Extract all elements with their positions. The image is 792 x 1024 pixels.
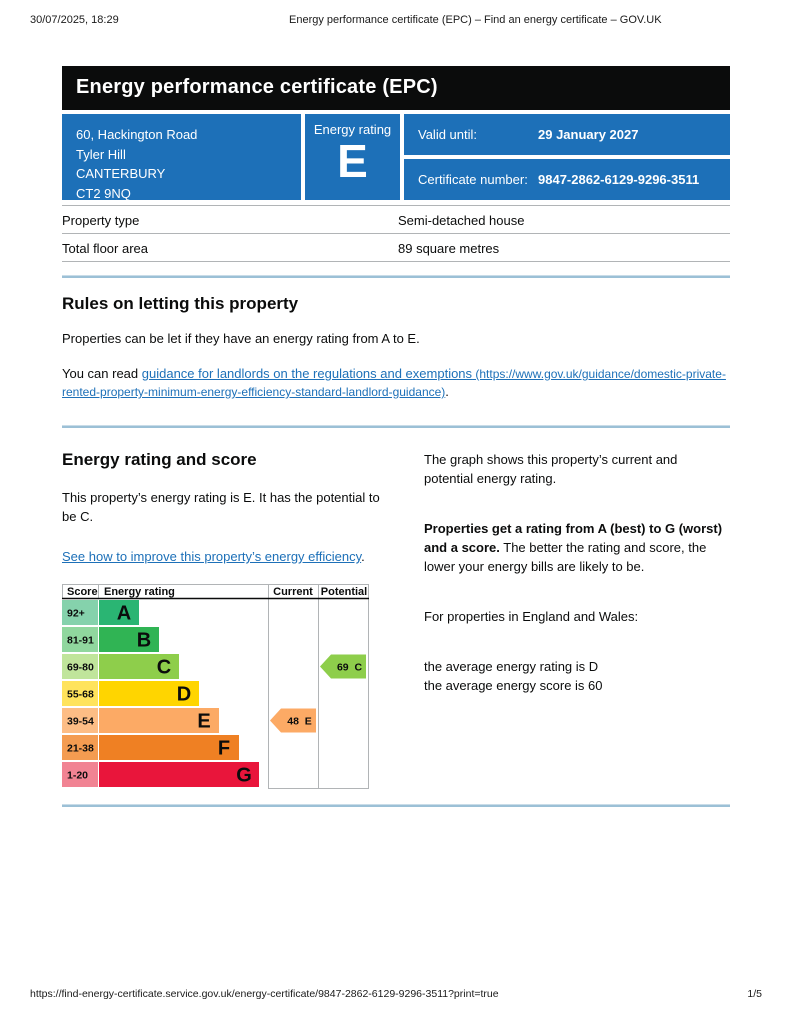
epc-rating-chart-svg [62, 584, 370, 790]
table-row-floor-area [62, 234, 730, 262]
print-footer [0, 988, 792, 1002]
epc-banner [62, 66, 730, 110]
graph-paragraph: The graph shows this property’s current and potential energy rating. [424, 452, 678, 486]
address-line-3: CANTERBURY [76, 166, 166, 181]
section-divider [62, 425, 730, 428]
rules-read-paragraph [62, 365, 730, 401]
property-type-value: Semi-detached house [398, 213, 525, 228]
certificate-number-row [404, 159, 730, 200]
rules-paragraph: Properties can be let if they have an energy rating from A to E. [62, 331, 420, 346]
landlord-guidance-link-url: (https://www.gov.uk/guidance/domestic-private-rented-property-minimum-energy-efficiency-standard-landlord-guidance) [62, 367, 726, 399]
energy-rating-section [62, 450, 730, 795]
property-type-label: Property type [62, 213, 140, 228]
score-range-e: 39-54 [67, 715, 94, 728]
address-panel [62, 114, 301, 200]
footer-page-number: 1/5 [747, 988, 762, 1000]
score-range-a: 92+ [67, 607, 85, 620]
rating-intro-paragraph: This property’s energy rating is E. It has the potential to be C. [62, 490, 380, 524]
energy-rating-letter: E [337, 135, 368, 187]
ratings-explainer-rest: The better the rating and score, the lower your energy bills are likely to be. [424, 540, 707, 574]
average-score-line: the average energy score is 60 [424, 678, 603, 693]
certificate-number-value: 9847-2862-6129-9296-3511 [538, 172, 700, 187]
score-range-g: 1-20 [67, 769, 89, 782]
read-prefix: You can read [62, 366, 142, 381]
footer-url: https://find-energy-certificate.service.gov.uk/energy-certificate/9847-2862-6129-9296-3511?print=true [30, 988, 499, 1000]
potential-rating-arrow-label: 69 C [336, 661, 363, 674]
england-wales-paragraph: For properties in England and Wales: [424, 609, 639, 624]
address-line-2: Tyler Hill [76, 146, 126, 162]
score-range-f: 21-38 [67, 742, 94, 755]
chart-header-score: Score [67, 586, 98, 598]
read-suffix: . [445, 384, 449, 399]
print-timestamp: 30/07/2025, 18:29 [30, 14, 119, 26]
current-rating-arrow-label: 48 E [287, 715, 312, 728]
score-range-c: 69-80 [67, 661, 94, 674]
valid-until-label: Valid until: [418, 127, 478, 142]
score-range-d: 55-68 [67, 688, 94, 701]
ratings-explainer-paragraph [424, 519, 730, 576]
certificate-content [62, 66, 730, 807]
rules-heading: Rules on letting this property [62, 294, 299, 313]
improve-efficiency-link-text: See how to improve this property’s energy efficiency [62, 549, 362, 564]
band-letter-c: C [156, 656, 172, 679]
epc-banner-title: Energy performance certificate (EPC) [76, 76, 438, 98]
improve-efficiency-link[interactable] [62, 549, 361, 564]
table-row-property-type [62, 206, 730, 234]
floor-area-value: 89 square metres [398, 241, 500, 256]
chart-header-current: Current [273, 586, 313, 598]
valid-until-value: 29 January 2027 [538, 127, 639, 142]
average-rating-line: the average energy rating is D [424, 659, 599, 674]
energy-rating-left-column [62, 450, 396, 795]
landlord-guidance-link[interactable] [62, 366, 726, 399]
print-doc-title: Energy performance certificate (EPC) – Find an energy certificate – GOV.UK [289, 14, 662, 26]
address-line-4: CT2 9NQ [76, 185, 131, 201]
print-header [0, 14, 792, 30]
valid-until-row [404, 114, 730, 155]
certificate-meta-panel [404, 114, 730, 200]
band-letter-b: B [136, 629, 152, 652]
band-letter-e: E [197, 710, 211, 733]
energy-rating-panel [305, 114, 400, 200]
band-letter-f: F [217, 737, 231, 760]
ratings-explainer-bold: Properties get a rating from A (best) to G (worst) and a score. [424, 521, 723, 555]
energy-rating-right-column [424, 450, 730, 795]
averages-paragraph [424, 657, 730, 695]
band-letter-d: D [176, 683, 192, 706]
improve-link-wrap [62, 548, 396, 566]
score-range-b: 81-91 [67, 634, 94, 647]
address-line-1: 60, Hackington Road [76, 127, 198, 142]
floor-area-label: Total floor area [62, 241, 148, 256]
section-divider [62, 804, 730, 807]
chart-header-rating: Energy rating [104, 586, 175, 598]
landlord-guidance-link-text: guidance for landlords on the regulations and exemptions [141, 366, 473, 381]
chart-header-potential: Potential [320, 586, 368, 598]
improve-link-suffix: . [361, 549, 365, 564]
band-letter-a: A [116, 602, 132, 625]
energy-score-heading: Energy rating and score [62, 450, 257, 469]
property-table [62, 205, 730, 262]
certificate-number-label: Certificate number: [418, 172, 528, 187]
band-letter-g: G [236, 764, 252, 787]
certificate-summary-box [62, 114, 730, 200]
epc-rating-chart [62, 584, 396, 795]
band-bar-g [99, 762, 259, 787]
section-divider [62, 275, 730, 278]
energy-rating-label: Energy rating [313, 122, 392, 137]
